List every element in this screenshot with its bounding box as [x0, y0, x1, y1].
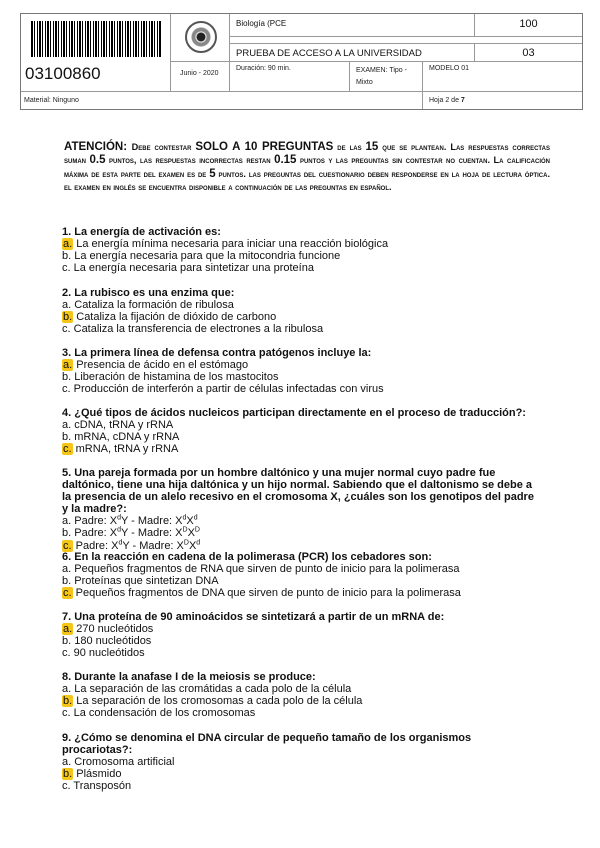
- allele-superscript: D: [194, 526, 200, 534]
- answer-text: 180 nucleótidos: [74, 635, 152, 648]
- selected-answer-letter: b.: [63, 695, 73, 708]
- exam-header: [20, 13, 583, 110]
- barcode-number: 03100860: [25, 64, 101, 83]
- selected-answer-letter: c.: [63, 587, 72, 600]
- answer-text: X: [186, 515, 194, 528]
- answer-text: La separación de las cromátidas a cada polo de la célula: [74, 683, 352, 696]
- allele-superscript: d: [118, 538, 123, 546]
- answer-option: [62, 563, 542, 575]
- answer-text: La condensación de los cromosomas: [73, 707, 256, 720]
- answer-option: [62, 683, 542, 695]
- page-total: 7: [460, 97, 465, 104]
- answer-text: La energía necesaria para sintetizar una proteína: [73, 262, 314, 275]
- model: MODELO 01: [429, 65, 470, 72]
- selected-answer-letter: b.: [63, 768, 73, 781]
- answer-option: [62, 527, 542, 539]
- answer-text: X: [187, 527, 195, 540]
- question-title: 3. La primera línea de defensa contra patógenos incluye la:: [62, 347, 372, 359]
- material: Material: Ninguno: [21, 91, 423, 109]
- answer-text: Transposón: [73, 780, 132, 793]
- answer-text: Proteínas que sintetizan DNA: [74, 575, 219, 588]
- question-8: [62, 671, 542, 719]
- answer-option: [62, 780, 542, 792]
- answer-letter: a.: [62, 756, 72, 769]
- allele-superscript: d: [193, 514, 198, 522]
- barcode-cell: [21, 14, 171, 91]
- answer-letter: c.: [62, 323, 71, 336]
- question-title: 1. La energía de activación es:: [62, 226, 221, 238]
- attention-notice: [64, 141, 550, 194]
- answer-text: La energía necesaria para que la mitocondria funcione: [74, 250, 341, 263]
- selected-answer-letter: a.: [63, 623, 73, 636]
- answer-letter: c.: [62, 383, 71, 396]
- answer-text: Padre: X: [74, 515, 118, 528]
- answer-letter: a.: [62, 515, 72, 528]
- duration: Duración: 90 min.: [230, 62, 350, 91]
- answer-option: [62, 515, 542, 527]
- answer-option: [62, 443, 542, 455]
- university-seal-icon: [185, 21, 217, 53]
- answer-letter: c.: [62, 780, 71, 793]
- selected-answer-letter: a.: [63, 238, 73, 251]
- question-3: [62, 347, 542, 395]
- allele-superscript: d: [117, 526, 121, 534]
- answer-option: [62, 299, 542, 311]
- answer-option: [62, 371, 542, 383]
- answer-text: Presencia de ácido en el estómago: [76, 359, 249, 372]
- attention-text-segment: SOLO A 10 PREGUNTAS: [195, 141, 334, 153]
- answer-text: Y - Madre: X: [120, 527, 183, 540]
- attention-text-segment: Debe contestar: [131, 142, 196, 152]
- answer-option: [62, 575, 542, 587]
- answer-option: [62, 647, 542, 659]
- answer-text: Pequeños fragmentos de RNA que sirven de punto de inicio para la polimerasa: [74, 563, 460, 576]
- answer-letter: c.: [62, 262, 71, 275]
- answer-option: [62, 383, 542, 395]
- answer-letter: c.: [62, 647, 71, 660]
- answer-option: [62, 262, 542, 274]
- question-1: [62, 226, 542, 274]
- question-title: 4. ¿Qué tipos de ácidos nucleicos participan directamente en el proceso de traducción?:: [62, 407, 526, 419]
- answer-option: [62, 707, 542, 719]
- answer-option: [62, 635, 542, 647]
- exam-type-line1: EXAMEN: Tipo -: [356, 67, 407, 74]
- answer-text: 90 nucleótidos: [73, 647, 145, 660]
- answer-text: Pequeños fragmentos de DNA que sirven de punto de inicio para la polimerasa: [75, 587, 461, 600]
- subject-code: 100: [474, 14, 582, 37]
- question-6: [62, 551, 542, 599]
- answer-text: mRNA, cDNA y rRNA: [74, 431, 180, 444]
- answer-option: [62, 623, 542, 635]
- attention-text-segment: puntos y las preguntas sin contestar no cuentan. La calificación máxima de esta parte del examen es de: [64, 155, 550, 179]
- answer-text: Padre: X: [75, 539, 119, 552]
- answer-text: Padre: X: [74, 527, 118, 540]
- answer-option: [62, 419, 542, 431]
- answer-text: mRNA, tRNA y rRNA: [75, 443, 179, 456]
- attention-text-segment: puntos, las respuestas incorrectas restan: [105, 155, 275, 166]
- question-2: [62, 287, 542, 335]
- selected-answer-letter: a.: [63, 359, 73, 372]
- allele-superscript: d: [196, 538, 201, 546]
- page-indicator: [423, 91, 582, 109]
- answer-text: Cataliza la fijación de dióxido de carbono: [76, 311, 277, 324]
- answer-letter: a.: [62, 419, 72, 432]
- answer-text: La energía mínima necesaria para iniciar una reacción biológica: [76, 238, 389, 251]
- answer-text: Plásmido: [76, 768, 122, 781]
- question-title: 9. ¿Cómo se denomina el DNA circular de pequeño tamaño de los organismos procariotas?:: [62, 732, 472, 757]
- answer-text: Cataliza la transferencia de electrones a la ribulosa: [73, 323, 324, 336]
- allele-superscript: D: [183, 538, 189, 546]
- answer-text: Liberación de histamina de los mastocitos: [74, 371, 279, 384]
- exam-type: [350, 62, 423, 91]
- attention-text-segment: 5: [209, 167, 216, 180]
- answer-letter: b.: [62, 371, 72, 384]
- exam-type-line2: Mixto: [356, 79, 373, 86]
- question-9: [62, 732, 542, 792]
- answer-text: cDNA, tRNA y rRNA: [74, 419, 174, 432]
- answer-text: La separación de los cromosomas a cada polo de la célula: [76, 695, 363, 708]
- answer-letter: b.: [62, 635, 72, 648]
- answer-letter: a.: [62, 563, 72, 576]
- answer-letter: a.: [62, 299, 72, 312]
- answer-text: Producción de interferón a partir de células infectadas con virus: [73, 383, 384, 396]
- question-title: 5. Una pareja formada por un hombre daltónico y una mujer normal cuyo padre fue daltónico, tiene una hija daltónica y un hijo normal. Sabiendo que el daltonismo se debe a la presencia de un alelo recesivo en el cromosoma X, ¿cuáles son los genotipos del padre y la madre?:: [62, 467, 534, 516]
- answer-letter: b.: [62, 575, 72, 588]
- selected-answer-letter: c.: [63, 539, 72, 552]
- logo-cell: [171, 14, 230, 62]
- question-5: [62, 467, 542, 552]
- answer-text: Cataliza la formación de ribulosa: [74, 299, 234, 312]
- page-prefix: Hoja 2 de: [429, 97, 461, 104]
- exam-title: PRUEBA DE ACCESO A LA UNIVERSIDAD: [230, 43, 474, 62]
- answer-option: [62, 540, 542, 552]
- answer-option: [62, 756, 542, 768]
- exam-code: 03: [474, 43, 582, 62]
- answer-letter: b.: [62, 250, 72, 263]
- selected-answer-letter: b.: [63, 311, 73, 324]
- answer-option: [62, 250, 542, 262]
- answer-letter: c.: [62, 707, 71, 720]
- answer-option: [62, 768, 542, 780]
- question-7: [62, 611, 542, 659]
- answer-letter: b.: [62, 527, 72, 540]
- attention-text-segment: que se plantean. Las respuestas correctas suman: [64, 142, 550, 166]
- answer-option: [62, 359, 542, 371]
- subject: Biología (PCE: [230, 14, 474, 37]
- answer-text: Cromosoma artificial: [74, 756, 175, 769]
- answer-option: [62, 587, 542, 599]
- allele-superscript: D: [182, 526, 188, 534]
- question-title: 7. Una proteína de 90 aminoácidos se sintetizará a partir de un mRNA de:: [62, 611, 445, 623]
- selected-answer-letter: c.: [63, 443, 72, 456]
- question-title: 8. Durante la anafase I de la meiosis se produce:: [62, 671, 316, 683]
- answer-text: 270 nucleótidos: [76, 623, 154, 636]
- answer-option: [62, 695, 542, 707]
- attention-text-segment: ATENCIÓN:: [64, 141, 132, 153]
- answer-letter: a.: [62, 683, 72, 696]
- attention-text-segment: 0.5: [89, 154, 106, 167]
- question-title: 6. En la reacción en cadena de la polimerasa (PCR) los cebadores son:: [62, 551, 432, 563]
- date: Junio - 2020: [171, 62, 230, 91]
- answer-option: [62, 431, 542, 443]
- answer-text: Y - Madre: X: [122, 539, 184, 552]
- answer-text: X: [188, 539, 197, 552]
- answer-option: [62, 323, 542, 335]
- question-4: [62, 407, 542, 455]
- attention-text-segment: de las: [333, 142, 366, 152]
- barcode: [31, 21, 161, 57]
- allele-superscript: d: [117, 514, 121, 522]
- answer-letter: b.: [62, 431, 72, 444]
- allele-superscript: d: [182, 514, 187, 522]
- attention-text-segment: 15: [365, 141, 379, 153]
- answer-text: Y - Madre: X: [120, 515, 183, 528]
- attention-text-segment: puntos. las preguntas del cuestionario deben responderse en la hoja de lectura óptica. el examen en inglés se encuentra disponible a continuación de las preguntas en español.: [64, 168, 551, 192]
- answer-option: [62, 238, 542, 250]
- question-title: 2. La rubisco es una enzima que:: [62, 287, 235, 299]
- attention-text-segment: 0.15: [274, 154, 297, 167]
- answer-option: [62, 311, 542, 323]
